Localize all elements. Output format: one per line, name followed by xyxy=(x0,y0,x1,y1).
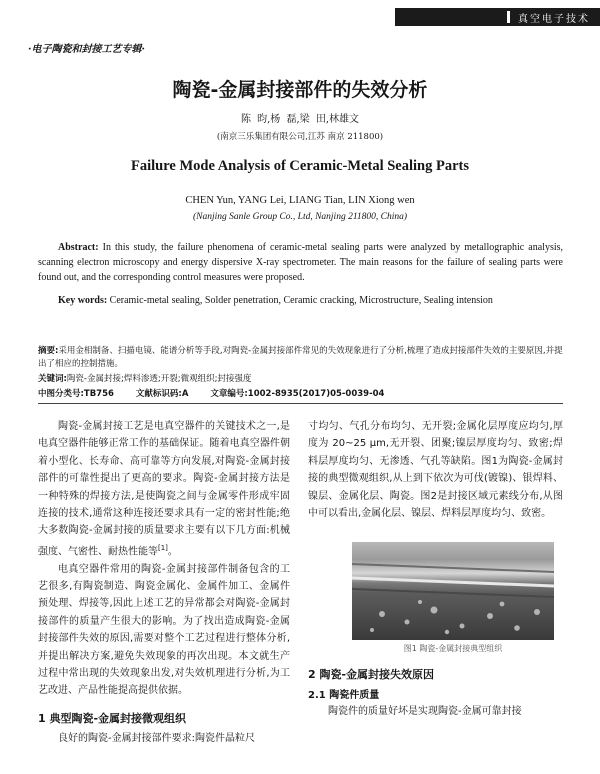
keywords-cn-text: 陶瓷-金属封接;焊料渗透;开裂;微观组织;封接强度 xyxy=(66,374,252,384)
abstract-en-text: In this study, the failure phenomena of ceramic-metal sealing parts were analyzed by metallographic analysis, scanning electron microscopy and energy dispersive X-ray spectrometer. The main reasons for the failure of sealing parts were found out, and the corresponding control measures were proposed. xyxy=(38,242,564,283)
clc-number: 中图分类号:TB756 xyxy=(38,389,114,399)
authors-en: CHEN Yun, YANG Lei, LIANG Tian, LIN Xiong wen xyxy=(185,195,415,206)
keywords-en xyxy=(38,293,563,308)
abstract-cn-text: 采用金相制备、扫描电镜、能谱分析等手段,对陶瓷-金属封接部件常见的失效现象进行了分析,梳理了造成封接部件失效的主要原因,并提出了相应的控制措施。 xyxy=(38,346,563,369)
title-en: Failure Mode Analysis of Ceramic-Metal Sealing Parts xyxy=(130,158,469,174)
abstract-en xyxy=(38,240,563,285)
figure-1-micrograph xyxy=(352,542,554,640)
abstract-cn xyxy=(38,345,563,371)
section-heading-1: 1 典型陶瓷-金属封接微观组织 xyxy=(38,711,187,725)
body-text: 。 xyxy=(167,546,178,558)
subsection-heading-2-1: 2.1 陶瓷件质量 xyxy=(308,690,380,701)
affiliation-cn: (南京三乐集团有限公司,江苏 南京 211800) xyxy=(216,132,384,142)
abstract-en-label: Abstract: xyxy=(58,242,99,253)
micrograph-image xyxy=(352,542,554,640)
section-heading-2: 2 陶瓷-金属封接失效原因 xyxy=(308,668,435,681)
body-right-column-lower xyxy=(308,656,563,720)
body-paragraph: 电真空器件常用的陶瓷-金属封接部件制备包含的工艺很多,有陶瓷制造、陶瓷金属化、金属件加工、金属件预处理、焊接等,因此上述工艺的异常都会对陶瓷-金属封接部件的质量产生很大的影响。为了找出造成陶瓷-金属封接部件失效的原因,需要对整个工艺过程进行整体分析,并提出解决方案,避免失效现象的再次出现。本文就生产过程中常出现的失效现象出发,对失效机理进行分析,为工艺改进、产品性能提高提供依据。 xyxy=(38,563,290,697)
authors-cn: 陈 昀,杨 磊,梁 田,林雄文 xyxy=(240,114,360,125)
affiliation-en: (Nanjing Sanle Group Co., Ltd, Nanjing 211800, China) xyxy=(192,212,408,222)
body-text: 陶瓷-金属封接工艺是电真空器件的关键技术之一,是电真空器件能够正常工作的基础保证。随着电真空器件朝着小型化、长寿命、高可靠等方向发展,对陶瓷-金属封接部件的可靠性提出了更高的要求。陶瓷-金属封接方法是一种特殊的焊接方法,是使陶瓷之间与金属零件形成牢固连接的技术,通常这种连接还要求具有一定的密封性能;绝大多数陶瓷-金属封接的质量要求主要有以下几方面:机械强度、气密性、耐热性能等 xyxy=(38,421,290,558)
classification-line xyxy=(38,387,563,399)
keywords-cn xyxy=(38,372,563,384)
keywords-en-label: Key words: xyxy=(58,295,108,306)
journal-header-bar xyxy=(395,8,600,26)
body-paragraph: 陶瓷件的质量好坏是实现陶瓷-金属可靠封接 xyxy=(328,706,522,717)
body-paragraph xyxy=(38,418,290,561)
body-paragraph: 良好的陶瓷-金属封接部件要求:陶瓷件晶粒尺 xyxy=(58,732,255,744)
journal-name: 真空电子技术 xyxy=(518,13,590,25)
column-tag: ·电子陶瓷和封接工艺专辑· xyxy=(28,44,145,55)
figure-1-caption: 图1 陶瓷-金属封接典型组织 xyxy=(403,644,503,653)
body-left-column xyxy=(38,418,290,747)
header-divider-rule xyxy=(38,403,563,404)
body-right-column xyxy=(308,418,563,522)
citation-ref: [1] xyxy=(158,543,168,552)
document-code: 文献标识码:A xyxy=(135,389,189,399)
title-cn: 陶瓷-金属封接部件的失效分析 xyxy=(172,79,428,101)
abstract-cn-label: 摘要: xyxy=(38,346,59,356)
header-divider xyxy=(507,11,510,23)
keywords-en-text: Ceramic-metal sealing, Solder penetration, Ceramic cracking, Microstructure, Sealing intension xyxy=(109,295,493,306)
article-number: 文章编号:1002-8935(2017)05-0039-04 xyxy=(210,389,385,399)
body-paragraph: 寸均匀、气孔分布均匀、无开裂;金属化层厚度应均匀,厚度为 20~25 μm,无开裂、团聚;镍层厚度均匀、致密;焊料层厚度均匀、无渗透、气孔等缺陷。图1为陶瓷-金属封接的典型微观组织,从上到下依次为可伐(镀镍)、银焊料、镍层、金属化层、陶瓷。图2是封接区域元素线分布,从图中可以看出,金属化层、镍层、焊料层厚度均匀、致密。 xyxy=(308,421,563,520)
keywords-cn-label: 关键词: xyxy=(38,374,67,384)
